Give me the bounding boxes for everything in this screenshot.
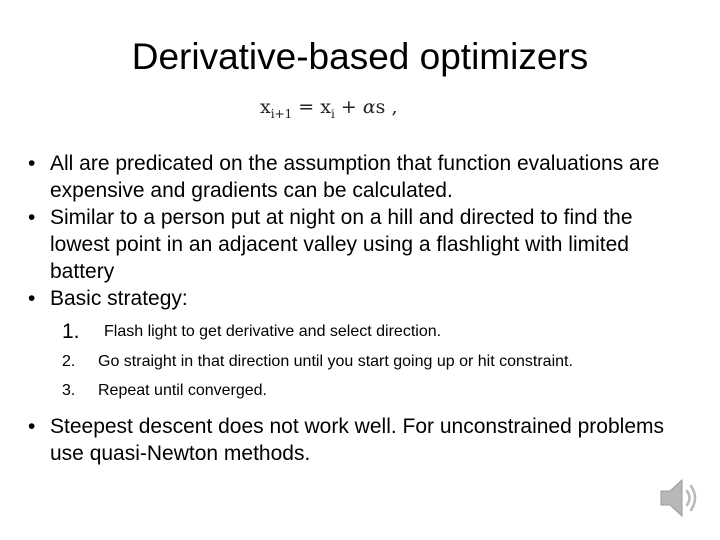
bullet-item <box>0 150 690 204</box>
slide-title: Derivative-based optimizers <box>131 36 589 77</box>
bullet-item <box>0 413 690 467</box>
strategy-steps <box>0 316 702 405</box>
strategy-step <box>62 376 702 405</box>
formula-equals: = <box>292 96 321 118</box>
bullet-item <box>0 285 690 312</box>
bullet-marker: • <box>28 415 36 438</box>
slide-content <box>0 150 720 467</box>
formula-alpha: α <box>362 96 376 118</box>
bullet-item <box>0 204 690 285</box>
bullet-text: Basic strategy: <box>50 287 188 310</box>
formula-lhs: x <box>260 96 271 118</box>
formula-tail: , <box>385 96 398 118</box>
bullet-text: Steepest descent does not work well. For unconstrained problems use quasi-Newton methods. <box>50 415 664 465</box>
bullet-marker: • <box>28 152 36 175</box>
update-formula <box>260 92 398 122</box>
step-number: 1. <box>62 320 80 343</box>
formula-term1-subscript: i <box>330 106 335 121</box>
formula-s: s <box>375 96 386 118</box>
step-text: Flash light to get derivative and select direction. <box>104 323 442 340</box>
formula-plus: + <box>334 96 363 118</box>
step-number: 2. <box>62 353 76 370</box>
step-number: 3. <box>62 382 76 399</box>
speaker-audio-icon[interactable] <box>658 472 702 524</box>
formula-term1: x <box>320 96 331 118</box>
step-text: Repeat until converged. <box>98 382 267 399</box>
bullet-text: Similar to a person put at night on a hill and directed to find the lowest point in an adjacent valley using a flashlight with limited battery <box>50 206 633 283</box>
strategy-step <box>62 347 702 376</box>
step-text: Go straight in that direction until you start going up or hit constraint. <box>98 353 573 370</box>
bullet-text: All are predicated on the assumption that function evaluations are expensive and gradients can be calculated. <box>50 152 660 202</box>
bullet-marker: • <box>28 206 36 229</box>
bullet-marker: • <box>28 287 36 310</box>
strategy-step <box>62 316 702 347</box>
formula-lhs-subscript: i+1 <box>270 106 293 121</box>
